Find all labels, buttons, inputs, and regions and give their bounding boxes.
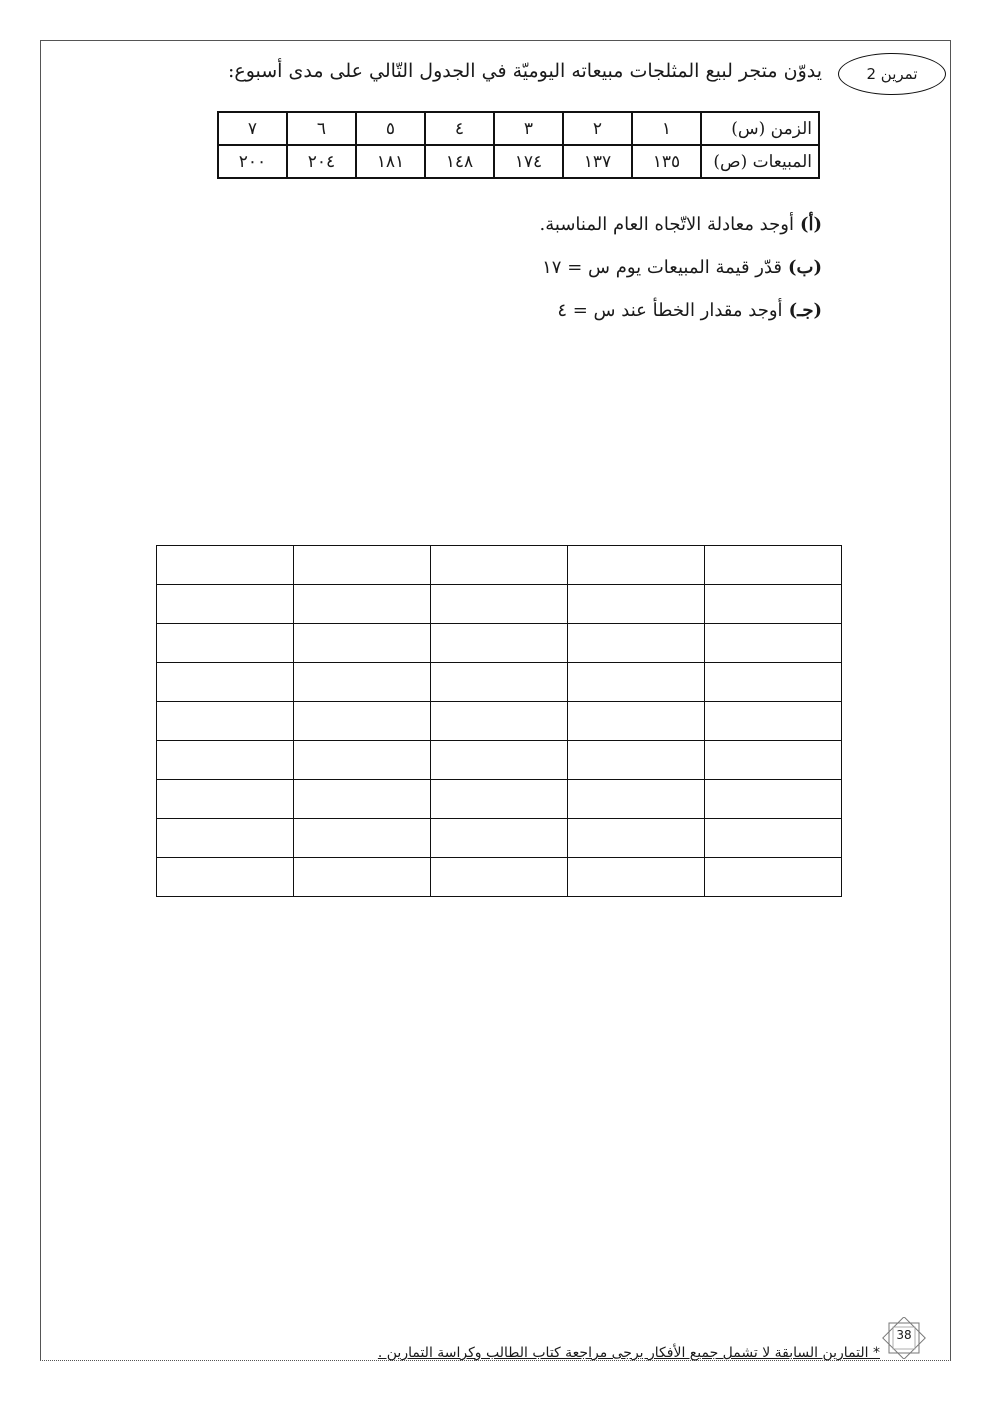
table-row [157,741,842,780]
question-mark: (ب) [788,257,822,278]
blank-cell [294,858,431,897]
table-row [218,145,819,178]
blank-cell [294,624,431,663]
blank-cell [157,585,294,624]
blank-cell [705,624,842,663]
blank-cell [294,585,431,624]
blank-cell [431,546,568,585]
blank-cell [157,819,294,858]
table-cell: ١٧٤ [494,145,563,178]
blank-cell [431,780,568,819]
table-cell: ٢٠٠ [218,145,287,178]
blank-cell [157,663,294,702]
blank-work-table [156,545,842,897]
blank-cell [568,858,705,897]
page-number: 38 [896,1328,912,1342]
sales-data-table [217,111,820,179]
blank-cell [568,663,705,702]
table-row [157,819,842,858]
question-text: أوجد معادلة الاتّجاه العام المناسبة. [539,214,794,235]
blank-cell [568,702,705,741]
blank-cell [705,702,842,741]
question-a [540,208,822,251]
intro-text: يدوّن متجر لبيع المثلجات مبيعاته اليوميّة في الجدول التّالي على مدى أسبوع: [227,60,822,82]
blank-cell [294,702,431,741]
table-cell: ١٣٧ [563,145,632,178]
blank-cell [157,624,294,663]
table-row [218,112,819,145]
blank-cell [157,858,294,897]
blank-cell [157,702,294,741]
blank-cell [431,741,568,780]
blank-cell [705,741,842,780]
blank-cell [431,663,568,702]
blank-cell [568,741,705,780]
table-row [157,663,842,702]
blank-cell [157,546,294,585]
blank-cell [431,858,568,897]
blank-cell [568,624,705,663]
question-mark: (جـ) [788,300,822,321]
table-cell: ٤ [425,112,494,145]
blank-cell [294,741,431,780]
blank-cell [705,663,842,702]
table-row [157,780,842,819]
table-row [157,624,842,663]
blank-cell [431,819,568,858]
table-cell: ٢ [563,112,632,145]
blank-cell [431,702,568,741]
table-row [157,858,842,897]
blank-cell [294,780,431,819]
row-label: المبيعات (ص) [701,145,819,178]
question-b [540,251,822,294]
table-row [157,702,842,741]
page-number-badge [881,1317,927,1359]
blank-cell [705,780,842,819]
table-row [157,585,842,624]
blank-cell [568,819,705,858]
row-label: الزمن (س) [701,112,819,145]
blank-cell [294,546,431,585]
blank-cell [568,585,705,624]
exercise-badge [838,53,946,95]
blank-cell [294,663,431,702]
table-cell: ١٣٥ [632,145,701,178]
table-cell: ٦ [287,112,356,145]
table-cell: ١ [632,112,701,145]
blank-cell [157,780,294,819]
table-cell: ١٤٨ [425,145,494,178]
blank-cell [568,546,705,585]
questions-list [540,208,822,337]
blank-cell [705,546,842,585]
blank-cell [431,624,568,663]
question-text: قدّر قيمة المبيعات يوم س = ١٧ [542,257,783,278]
blank-cell [157,741,294,780]
blank-cell [294,819,431,858]
table-cell: ٧ [218,112,287,145]
blank-cell [431,585,568,624]
exercise-label: تمرين 2 [866,65,918,83]
question-mark: (أ) [799,214,822,235]
table-cell: ١٨١ [356,145,425,178]
footer-note: * التمارين السابقة لا تشمل جميع الأفكار يرجى مراجعة كتاب الطالب وكراسة التمارين . [377,1345,880,1361]
blank-cell [705,858,842,897]
blank-cell [568,780,705,819]
question-c [540,294,822,337]
table-row [157,546,842,585]
blank-cell [705,819,842,858]
table-cell: ٣ [494,112,563,145]
table-cell: ٢٠٤ [287,145,356,178]
question-text: أوجد مقدار الخطأ عند س = ٤ [557,300,783,321]
blank-cell [705,585,842,624]
table-cell: ٥ [356,112,425,145]
